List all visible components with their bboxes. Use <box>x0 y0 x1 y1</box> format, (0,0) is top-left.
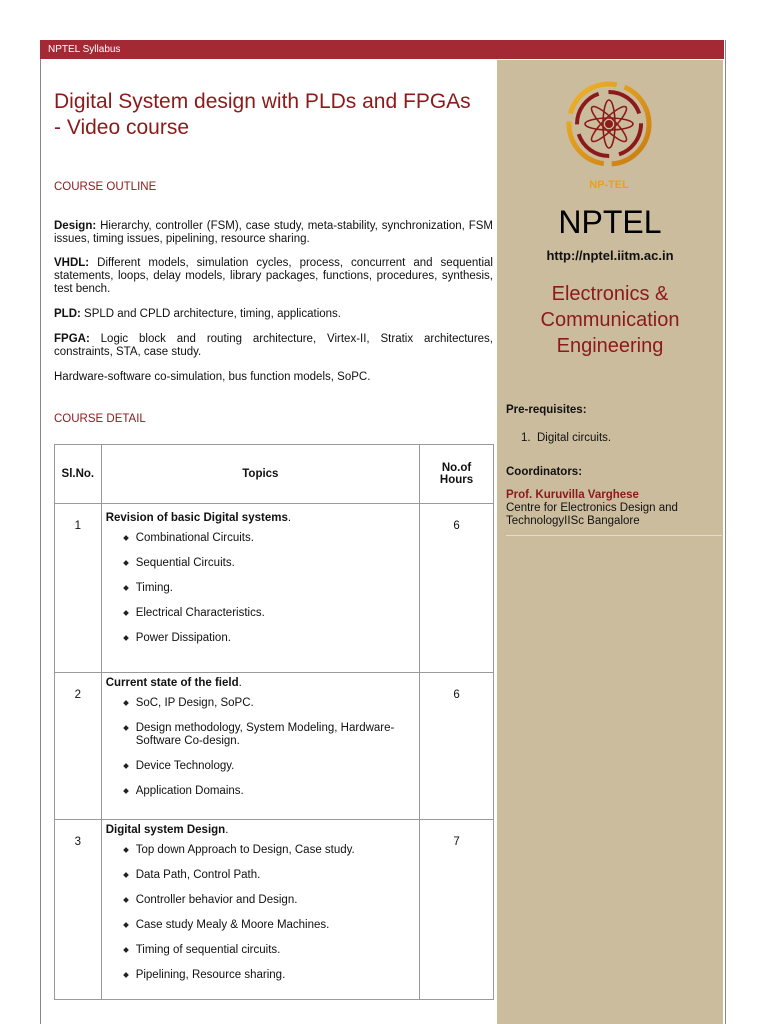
top-bar-label: NPTEL Syllabus <box>48 44 121 55</box>
course-detail-table <box>54 444 494 1000</box>
divider <box>506 535 722 536</box>
col-hours-header: No.of Hours <box>420 445 494 504</box>
list-item: Sequential Circuits. <box>136 557 415 570</box>
list-item: Electrical Characteristics. <box>136 607 415 620</box>
course-detail-heading: COURSE DETAIL <box>54 413 146 425</box>
outline-paragraph: Hardware-software co-simulation, bus function models, SoPC. <box>54 371 371 383</box>
topic-title: Revision of basic Digital systems. <box>105 512 292 524</box>
row-number: 3 <box>55 820 102 1000</box>
department-name: Electronics & Communication Engineering <box>540 283 680 357</box>
row-hours: 6 <box>420 504 494 673</box>
outline-paragraph: Design: Hierarchy, controller (FSM), case study, meta-stability, synchronization, FSM issues, timing issues, pipelining, resource sharing. <box>54 220 493 245</box>
top-bar <box>40 40 724 59</box>
row-hours: 7 <box>420 820 494 1000</box>
table-row <box>55 504 494 673</box>
list-item: Timing. <box>136 582 415 595</box>
coordinator-name: Prof. Kuruvilla Varghese <box>506 489 639 501</box>
course-title: Digital System design with PLDs and FPGAs - Video course <box>54 90 471 139</box>
table-header-row <box>55 445 494 504</box>
row-topic <box>101 673 419 820</box>
prereq-item: 1. Digital circuits. <box>521 432 612 444</box>
table-row <box>55 673 494 820</box>
nptel-logo <box>561 80 657 192</box>
outline-paragraph: VHDL: Different models, simulation cycles, process, concurrent and sequential statements, loops, delay models, library packages, functions, procedures, synthesis, test bench. <box>54 257 493 295</box>
col-topics-header: Topics <box>101 445 419 504</box>
outline-paragraph: FPGA: Logic block and routing architecture, Virtex-II, Stratix architectures, constraints, STA, case study. <box>54 333 493 358</box>
list-item: Top down Approach to Design, Case study. <box>136 844 415 857</box>
coordinator-affiliation: TechnologyIISc Bangalore <box>506 515 640 527</box>
list-item: Device Technology. <box>136 760 415 773</box>
list-item: Pipelining, Resource sharing. <box>136 969 415 982</box>
list-item: Controller behavior and Design. <box>136 894 415 907</box>
row-hours: 6 <box>420 673 494 820</box>
row-number: 1 <box>55 504 102 673</box>
list-item: Combinational Circuits. <box>136 532 415 545</box>
brand-name: NPTEL <box>558 204 662 240</box>
list-item: Case study Mealy & Moore Machines. <box>136 919 415 932</box>
list-item: Design methodology, System Modeling, Hardware-Software Co-design. <box>136 722 415 748</box>
topic-list <box>106 532 415 645</box>
list-item: Timing of sequential circuits. <box>136 944 415 957</box>
list-item: Data Path, Control Path. <box>136 869 415 882</box>
topic-list <box>106 697 415 798</box>
col-sl-header: Sl.No. <box>55 445 102 504</box>
topic-title: Current state of the field. <box>105 677 242 689</box>
prereq-heading: Pre-requisites: <box>506 404 587 416</box>
row-topic <box>101 820 419 1000</box>
list-item: Power Dissipation. <box>136 632 415 645</box>
list-item: Application Domains. <box>136 785 415 798</box>
topic-list <box>106 844 415 982</box>
coordinators-heading: Coordinators: <box>506 466 583 478</box>
coordinator-affiliation: Centre for Electronics Design and <box>506 502 678 514</box>
site-link[interactable]: http://nptel.iitm.ac.in <box>546 248 674 263</box>
row-number: 2 <box>55 673 102 820</box>
logo-text: NP-TEL <box>589 179 629 191</box>
table-row <box>55 820 494 1000</box>
course-outline-heading: COURSE OUTLINE <box>54 181 157 193</box>
topic-title: Digital system Design. <box>105 824 229 836</box>
row-topic <box>101 504 419 673</box>
list-item: SoC, IP Design, SoPC. <box>136 697 415 710</box>
outline-paragraph: PLD: SPLD and CPLD architecture, timing, applications. <box>54 308 341 320</box>
